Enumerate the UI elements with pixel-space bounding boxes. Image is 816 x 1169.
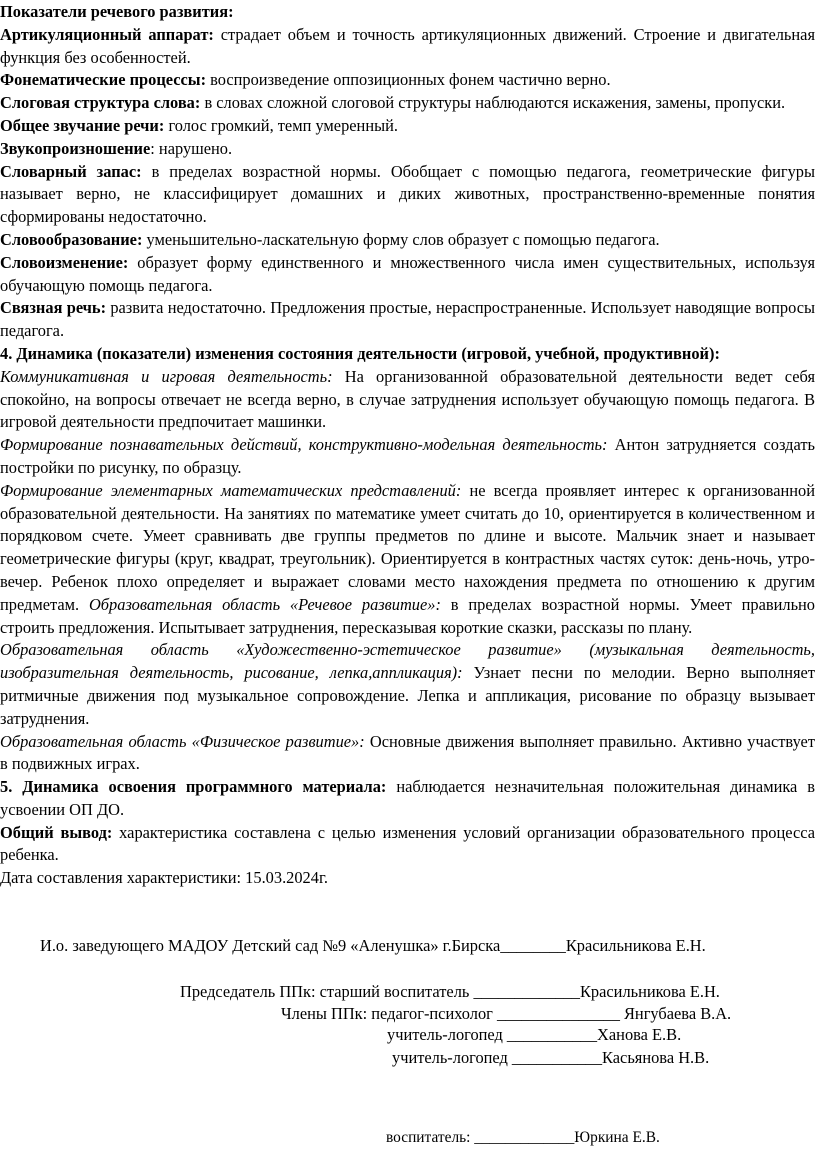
speech-heading: Показатели речевого развития: — [0, 2, 234, 21]
program-paragraph: 5. Динамика освоения программного материала: наблюдается незначительная положительная динамика в усвоении ОП ДО. — [0, 777, 815, 819]
dynamics-heading: 4. Динамика (показатели) изменения состояния деятельности (игровой, учебной, продуктивной): — [0, 343, 720, 363]
communication-paragraph: Коммуникативная и игровая деятельность: На организованной образовательной деятельности ведет себя спокойно, на вопросы отвечает не всегда верно, в случае затруднения использует обучающую помощь педагога. В игровой деятельности предпочитает машинки. — [0, 366, 815, 432]
sound-paragraph: Общее звучание речи: голос громкий, темп умеренный. — [0, 115, 398, 135]
syllable-paragraph: Слоговая структура слова: в словах сложной слоговой структуры наблюдаются искажения, замены, пропуски. — [0, 93, 786, 113]
members-signature: Члены ППк: педагог-психолог _______________ Янгубаева В.А. — [281, 1004, 732, 1023]
chair-signature: Председатель ППк: старший воспитатель _____________Красильникова Е.Н. — [180, 982, 720, 1001]
vocabulary-paragraph: Словарный запас: в пределах возрастной нормы. Обобщает с помощью педагога, геометрические фигуры называет верно, не классифицирует домашних и диких животных, пространственно-временные понятия сформированы недостаточно. — [0, 161, 816, 227]
date-line: Дата составления характеристики: 15.03.2024г. — [0, 868, 328, 888]
head-signature: И.о. заведующего МАДОУ Детский сад №9 «Аленушка» г.Бирска________Красильникова Е.Н. — [40, 936, 706, 955]
conclusion-paragraph: Общий вывод: характеристика составлена с целью изменения условий организации образовательного процесса ребенка. — [0, 822, 815, 865]
coherent-speech-paragraph: Связная речь: развита недостаточно. Предложения простые, нераспространенные. Использует наводящие вопросы педагога. — [0, 298, 815, 341]
articulation-paragraph: Артикуляционный аппарат: страдает объем и точность артикуляционных движений. Строение и двигательная функция без особенностей. — [0, 24, 815, 67]
phonematic-paragraph: Фонематические процессы: воспроизведение оппозиционных фонем частично верно. — [0, 70, 611, 90]
physical-paragraph: Образовательная область «Физическое развитие»: Основные движения выполняет правильно. Активно участвует в подвижных играх. — [0, 731, 815, 774]
cognitive-paragraph: Формирование познавательных действий, конструктивно-модельная деятельность: Антон затрудняется создать постройки по рисунку, по образцу. — [0, 435, 815, 477]
word-formation-paragraph: Словообразование: уменьшительно-ласкательную форму слов образует с помощью педагога. — [0, 229, 660, 249]
word-change-paragraph: Словоизменение: образует форму единственного и множественного числа имен существительных, используя обучающую помощь педагога. — [0, 252, 815, 295]
pronunciation-paragraph: Звукопроизношение: нарушено. — [0, 138, 233, 158]
math-paragraph: Формирование элементарных математических представлений: не всегда проявляет интерес к организованной образовательной деятельности. На занятиях по математике умеет считать до 10, ориентируется в количественном и порядковом счете. Умеет сравнивать две группы предметов по длине и высоте. Мальчик знает и называет геометрические фигуры (круг, квадрат, треугольник). Ориентируется в контрастных частях суток: день-ночь, утро-вечер. Ребенок плохо определяет и выражает словами место нахождения предмета по отношению к другим предметам. Образовательная область «Речевое развитие»: в пределах возрастной нормы. Умеет правильно строить предложения. Испытывает затруднения, пересказывая короткие сказки, рассказы по плану. — [0, 480, 816, 637]
logoped1-signature: учитель-логопед ___________Ханова Е.В. — [387, 1025, 682, 1044]
logoped2-signature: учитель-логопед ___________Касьянова Н.В. — [392, 1048, 710, 1067]
teacher-signature: воспитатель: _____________Юркина Е.В. — [386, 1129, 660, 1146]
document-body — [0, 1, 815, 890]
art-paragraph: Образовательная область «Художественно-эстетическое развитие» (музыкальная деятельность, изобразительная деятельность, рисование, лепка,аппликация): Узнает песни по мелодии. Верно выполняет ритмичные движения под музыкальное сопровождение. Лепка и аппликация, рисование по образцу вызывает затруднения. — [0, 640, 815, 728]
